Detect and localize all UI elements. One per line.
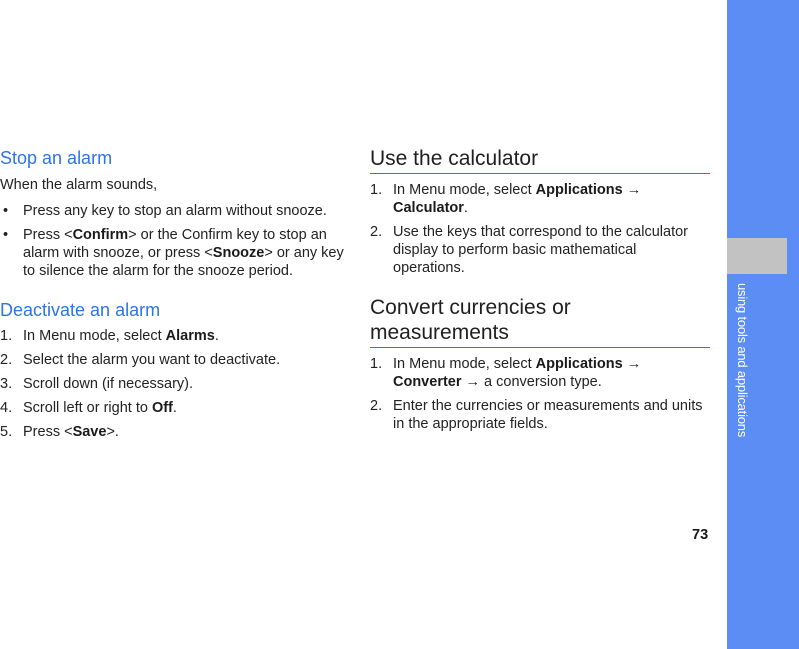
heading-deactivate-alarm: Deactivate an alarm [0,300,161,320]
list-item: 4. Scroll left or right to Off. [0,400,177,416]
list-item: 1. In Menu mode, select Alarms. [0,328,219,344]
list-item: 2. Use the keys that correspond to the calculator display to perform basic mathematical operations. [370,224,688,276]
heading-stop-alarm: Stop an alarm [0,148,113,168]
converter-steps [370,355,710,433]
list-item: 2. Select the alarm you want to deactivate. [0,352,281,368]
deactivate-alarm-steps [0,327,345,441]
heading-calculator: Use the calculator [370,146,710,174]
page-number: 73 [692,527,709,543]
sidebar-section-label: using tools and applications [735,283,750,438]
bullet-marker: • [3,203,9,219]
key-snooze: Snooze [212,245,265,261]
sidebar-tab-marker [727,238,787,274]
heading-converter: Convert currencies or measurements [370,295,710,348]
list-item: 5. Press <Save>. [0,424,119,440]
left-column [0,146,345,441]
list-item: 2. Enter the currencies or measurements and units in the appropriate fields. [370,398,703,432]
stop-alarm-intro: When the alarm sounds, [0,177,158,193]
calculator-steps [370,181,710,277]
list-item: 1. In Menu mode, select Applications → Converter → a conversion type. [370,356,642,390]
bullet-marker: • [3,227,9,243]
list-item: • Press any key to stop an alarm without snooze. [3,203,327,219]
key-confirm: Confirm [72,227,129,243]
stop-alarm-bullets [0,202,345,280]
list-item: 1. In Menu mode, select Applications → Calculator. [370,182,642,216]
list-item: • Press <Confirm> or the Confirm key to stop an alarm with snooze, or press <Snooze> or any key to silence the alarm for the snooze period. [3,227,344,279]
list-item: 3. Scroll down (if necessary). [0,376,194,392]
right-column [370,146,710,433]
